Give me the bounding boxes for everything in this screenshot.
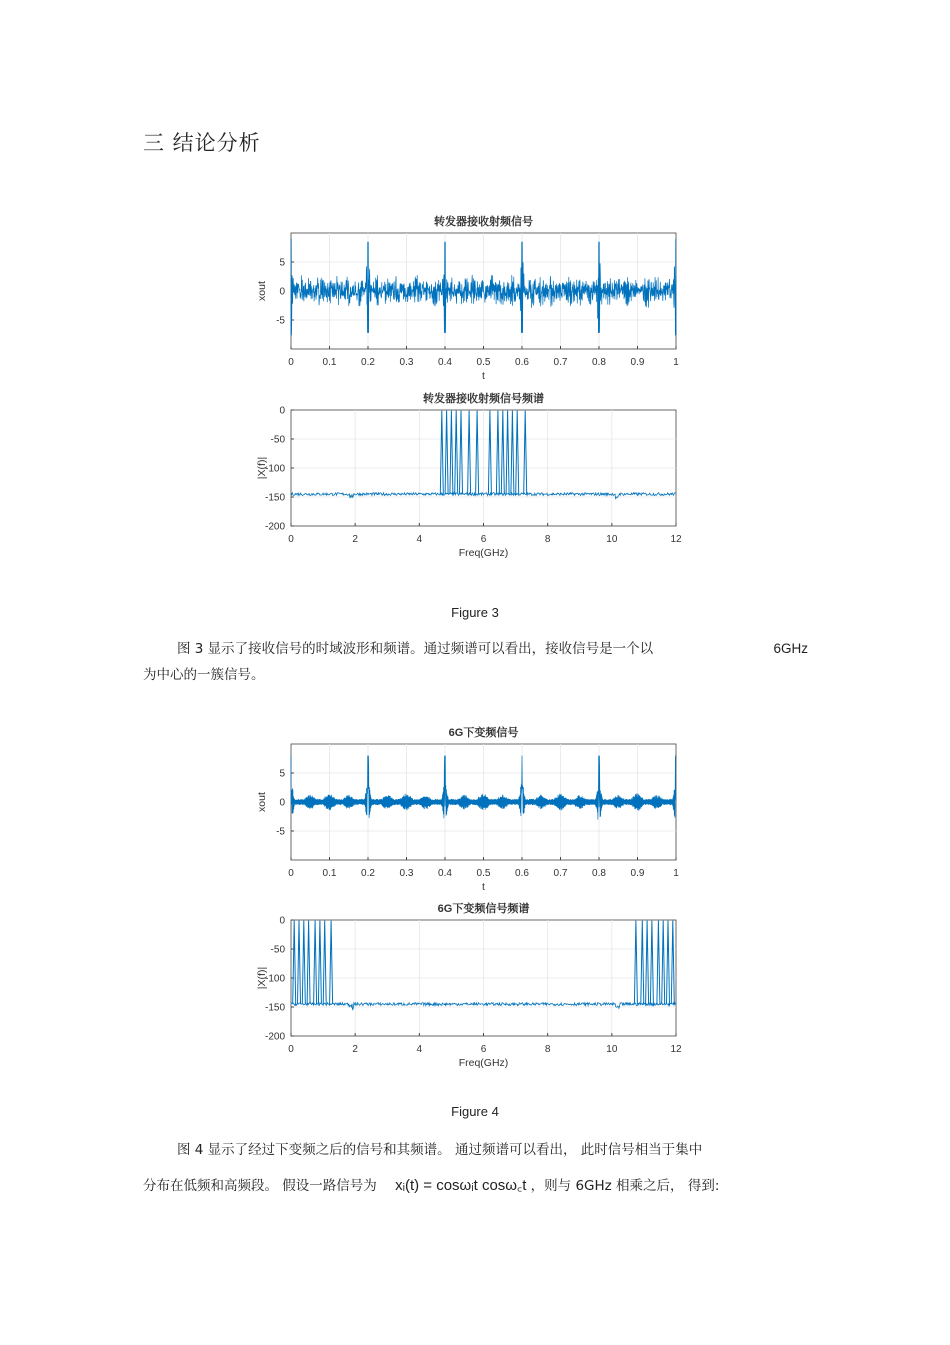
y-tick-label: -50 [270, 434, 285, 446]
y-tick-label: -100 [264, 973, 285, 985]
x-tick-label: 4 [416, 534, 423, 545]
chart-title: 转发器接收射频信号频谱 [423, 393, 544, 405]
para4-line2-a: 分布在低频和高频段。 假设一路信号为 [143, 1178, 377, 1194]
x-tick-label: 0 [288, 868, 294, 879]
x-tick-label: 0.6 [515, 357, 529, 368]
x-tick-label: 0.8 [592, 357, 606, 368]
y-tick-label: -5 [276, 826, 285, 838]
x-tick-label: 0.3 [399, 357, 414, 368]
x-tick-label: 0.5 [476, 868, 491, 879]
x-tick-label: 0.3 [399, 868, 414, 879]
x-tick-label: 0.4 [438, 357, 452, 368]
figure-4-caption: Figure 4 [451, 1104, 499, 1119]
para3-line2: 为中心的一簇信号。 [143, 667, 265, 683]
y-tick-label: -200 [264, 1031, 285, 1043]
y-axis-label: xout [256, 281, 268, 301]
paragraph-figure4 [143, 1137, 823, 1199]
x-tick-label: 0.4 [438, 868, 452, 879]
x-tick-label: 0.8 [592, 868, 606, 879]
x-axis-label: t [482, 370, 485, 382]
y-tick-label: -5 [276, 315, 285, 327]
x-axis-label: Freq(GHz) [458, 1057, 509, 1069]
y-axis-label: |X(f)| [256, 456, 268, 480]
chart-spectrum-downconverted [256, 901, 682, 1069]
chart-title: 6G下变频信号 [448, 727, 519, 739]
y-axis-label: xout [256, 792, 268, 812]
formula: xᵢ(t) = cosωᵢt cosω꜀t [395, 1177, 527, 1194]
x-tick-label: 0.1 [322, 357, 337, 368]
x-tick-label: 0.7 [553, 357, 568, 368]
y-axis-label: |X(f)| [256, 966, 268, 990]
x-tick-label: 0 [288, 534, 294, 545]
chart-title: 转发器接收射频信号 [434, 216, 533, 228]
x-tick-label: 2 [352, 534, 358, 545]
para4-line2-b: ，则与 6GHz 相乘之后， 得到: [530, 1178, 720, 1194]
x-tick-label: 1 [673, 357, 679, 368]
x-tick-label: 1 [673, 868, 679, 879]
y-tick-label: 0 [279, 915, 285, 927]
para4-line1: 图 4 显示了经过下变频之后的信号和其频谱。 通过频谱可以看出， 此时信号相当于集中 [177, 1142, 703, 1158]
chart-spectrum-received [256, 391, 682, 559]
x-tick-label: 10 [606, 1044, 618, 1055]
y-tick-label: -150 [264, 492, 285, 504]
x-tick-label: 8 [544, 534, 551, 545]
y-tick-label: 5 [279, 257, 285, 269]
y-tick-label: -50 [270, 944, 285, 956]
figure-4 [240, 717, 700, 1087]
x-tick-label: 8 [544, 1044, 551, 1055]
paragraph-figure3 [143, 636, 808, 688]
x-tick-label: 4 [416, 1044, 423, 1055]
x-tick-label: 2 [352, 1044, 358, 1055]
x-tick-label: 0.6 [515, 868, 529, 879]
chart-title: 6G下变频信号频谱 [437, 903, 530, 915]
x-tick-label: 0.1 [322, 868, 337, 879]
x-tick-label: 12 [670, 534, 682, 545]
y-tick-label: 0 [279, 405, 285, 417]
x-tick-label: 0.5 [476, 357, 491, 368]
x-tick-label: 0 [288, 1044, 294, 1055]
x-tick-label: 0.2 [361, 868, 375, 879]
figure-3-caption: Figure 3 [451, 605, 499, 620]
y-tick-label: 0 [279, 286, 285, 298]
x-tick-label: 12 [670, 1044, 682, 1055]
section-title: 三 结论分析 [143, 131, 261, 155]
x-tick-label: 0.9 [630, 357, 645, 368]
x-tick-label: 0.7 [553, 868, 568, 879]
para3-line1-right: 6GHz [773, 641, 808, 656]
figure-3 [240, 205, 700, 575]
y-tick-label: 5 [279, 768, 285, 780]
x-tick-label: 6 [480, 534, 487, 545]
y-tick-label: -150 [264, 1002, 285, 1014]
x-axis-label: t [482, 881, 485, 893]
x-tick-label: 0.2 [361, 357, 375, 368]
y-tick-label: -100 [264, 463, 285, 475]
chart-time-downconverted [256, 725, 679, 893]
para3-line1: 图 3 显示了接收信号的时域波形和频谱。通过频谱可以看出，接收信号是一个以 [177, 641, 654, 657]
chart-time-received [256, 214, 679, 382]
y-tick-label: -200 [264, 521, 285, 533]
x-tick-label: 10 [606, 534, 618, 545]
x-tick-label: 0.9 [630, 868, 645, 879]
x-axis-label: Freq(GHz) [458, 547, 509, 559]
x-tick-label: 0 [288, 357, 294, 368]
x-tick-label: 6 [480, 1044, 487, 1055]
y-tick-label: 0 [279, 797, 285, 809]
